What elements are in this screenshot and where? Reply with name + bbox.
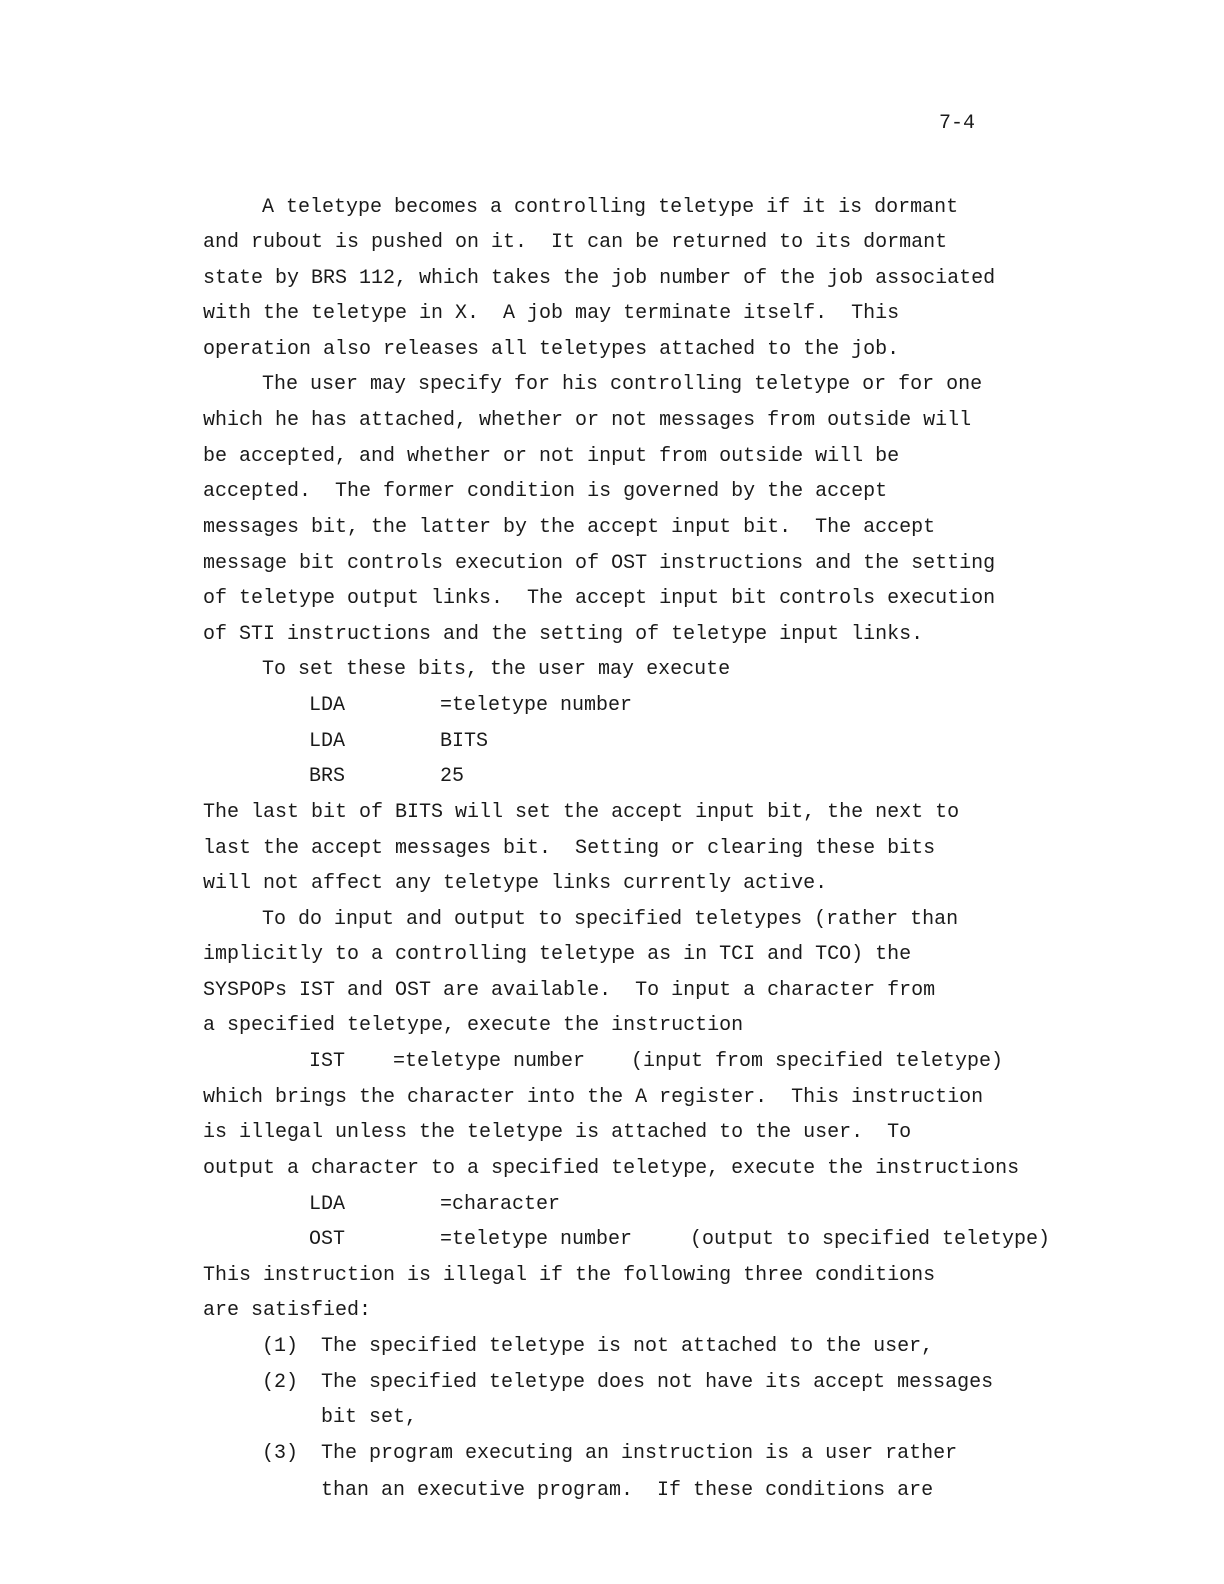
text-line: accepted. The former condition is governed by the accept	[203, 480, 888, 503]
text-line: To do input and output to specified teletypes (rather than	[262, 908, 959, 931]
text-line: a specified teletype, execute the instruction	[203, 1014, 744, 1037]
text-line: will not affect any teletype links currently active.	[203, 872, 828, 895]
code-comment: (input from specified teletype)	[631, 1050, 1004, 1073]
text-line: of STI instructions and the setting of teletype input links.	[203, 623, 924, 646]
code-opcode: BRS	[309, 765, 346, 788]
text-line: state by BRS 112, which takes the job number of the job associated	[203, 267, 996, 290]
code-opcode: IST	[309, 1050, 346, 1073]
text-line: implicitly to a controlling teletype as in TCI and TCO) the	[203, 943, 912, 966]
text-line: last the accept messages bit. Setting or clearing these bits	[203, 837, 936, 860]
code-opcode: LDA	[309, 694, 346, 717]
list-item-number: (3)	[262, 1442, 299, 1465]
list-item-text: than an executive program. If these conditions are	[321, 1479, 934, 1502]
code-opcode: OST	[309, 1228, 346, 1251]
text-line: output a character to a specified teletype, execute the instructions	[203, 1157, 1020, 1180]
text-line: with the teletype in X. A job may terminate itself. This	[203, 302, 900, 325]
list-item-text: bit set,	[321, 1406, 418, 1429]
list-item-text: The specified teletype does not have its accept messages	[321, 1371, 994, 1394]
text-line: message bit controls execution of OST instructions and the setting	[203, 552, 996, 575]
text-line: are satisfied:	[203, 1299, 372, 1322]
code-operand: BITS	[440, 730, 489, 753]
text-line: A teletype becomes a controlling teletype if it is dormant	[262, 196, 959, 219]
code-opcode: LDA	[309, 1193, 346, 1216]
text-line: of teletype output links. The accept input bit controls execution	[203, 587, 996, 610]
code-operand: =teletype number	[393, 1050, 586, 1073]
text-line: This instruction is illegal if the following three conditions	[203, 1264, 936, 1287]
code-comment: (output to specified teletype)	[690, 1228, 1051, 1251]
code-opcode: LDA	[309, 730, 346, 753]
code-operand: =character	[440, 1193, 561, 1216]
code-operand: =teletype number	[440, 694, 633, 717]
text-line: The last bit of BITS will set the accept input bit, the next to	[203, 801, 960, 824]
text-line: The user may specify for his controlling teletype or for one	[262, 373, 983, 396]
list-item-text: The program executing an instruction is a user rather	[321, 1442, 958, 1465]
text-line: To set these bits, the user may execute	[262, 658, 731, 681]
list-item-text: The specified teletype is not attached to the user,	[321, 1335, 934, 1358]
text-line: is illegal unless the teletype is attached to the user. To	[203, 1121, 912, 1144]
text-line: which he has attached, whether or not messages from outside will	[203, 409, 972, 432]
text-line: SYSPOPs IST and OST are available. To input a character from	[203, 979, 936, 1002]
code-operand: =teletype number	[440, 1228, 633, 1251]
text-line: messages bit, the latter by the accept input bit. The accept	[203, 516, 936, 539]
text-line: and rubout is pushed on it. It can be returned to its dormant	[203, 231, 948, 254]
list-item-number: (2)	[262, 1371, 299, 1394]
text-line: be accepted, and whether or not input from outside will be	[203, 445, 900, 468]
text-line: which brings the character into the A register. This instruction	[203, 1086, 984, 1109]
code-operand: 25	[440, 765, 465, 788]
text-line: operation also releases all teletypes attached to the job.	[203, 338, 900, 361]
page-number: 7-4	[939, 112, 976, 135]
list-item-number: (1)	[262, 1335, 299, 1358]
